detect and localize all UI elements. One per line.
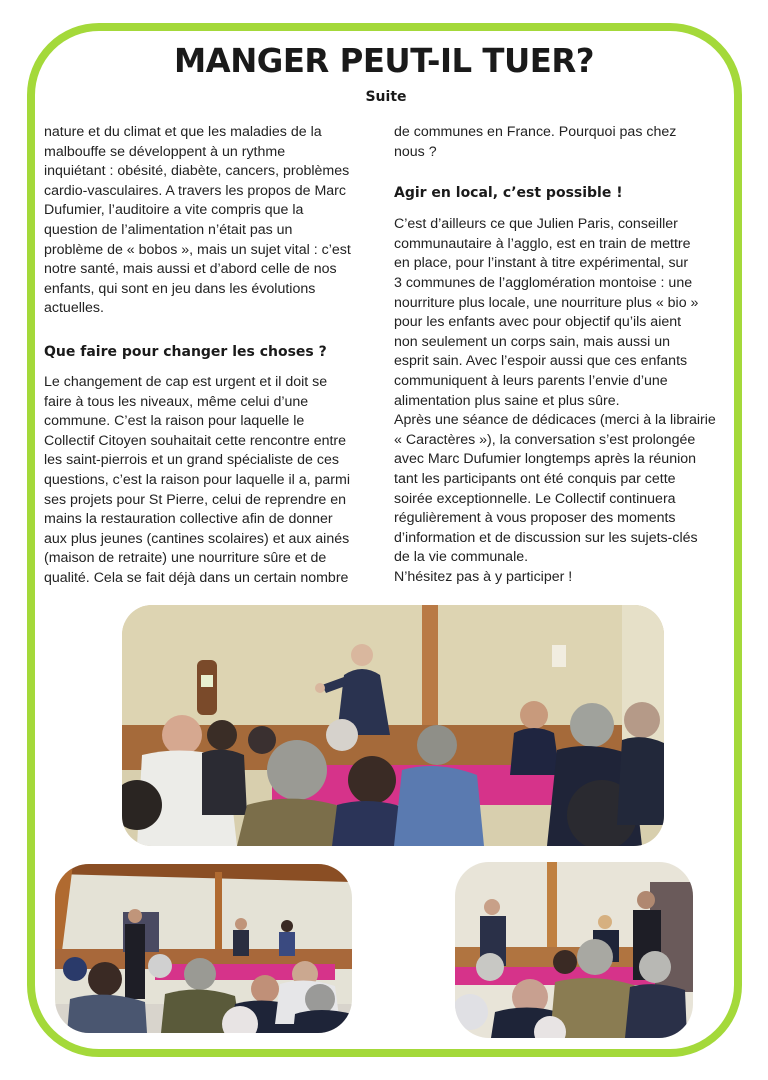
right-intro-paragraph — [394, 123, 734, 162]
text-line: cardio-vasculaires. A travers les propos de Marc — [44, 182, 347, 199]
left-body-paragraph — [44, 373, 374, 589]
right-body-paragraph — [394, 215, 734, 587]
text-line: notre santé, mais aussi et d’abord celle de nos — [44, 261, 337, 278]
text-line: communautaire à l’agglo, est en train de mettre — [394, 235, 691, 252]
text-line: Le changement de cap est urgent et il doit se — [44, 373, 328, 390]
photo-illustration — [122, 605, 664, 846]
text-line: d’information et de discussion sur les sujets-clés — [394, 529, 698, 546]
text-line: enfants, qui sont en jeu dans les évolutions — [44, 280, 316, 297]
text-line: soirée exceptionnelle. Le Collectif continuera — [394, 490, 676, 507]
text-line: « Caractères »), la conversation s’est prolongée — [394, 431, 696, 448]
text-line: en place, pour l’instant à titre expérimental, sur — [394, 255, 689, 272]
text-line: 3 communes de l’agglomération montoise : une — [394, 274, 693, 291]
text-line: faire à tous les niveaux, même celui d’une — [44, 393, 309, 410]
text-line: (maison de retraite) une nourriture sûre et de — [44, 550, 327, 567]
text-line: nature et du climat et que les maladies de la — [44, 124, 322, 140]
right-column — [394, 123, 734, 587]
text-line: alimentation plus saine et plus sûre. — [394, 392, 620, 409]
text-line: malbouffe se développent à un rythme — [44, 143, 286, 160]
text-line: qualité. Cela se fait déjà dans un certain nombre — [44, 569, 349, 586]
left-column — [44, 123, 374, 588]
text-line: non seulement un corps sain, mais aussi un — [394, 333, 671, 350]
text-line: actuelles. — [44, 300, 104, 317]
text-line: Après une séance de dédicaces (merci à la librairie — [394, 412, 716, 429]
photo-illustration — [55, 864, 352, 1033]
text-line: inquiétant : obésité, diabète, cancers, problèmes — [44, 163, 350, 180]
text-line: Collectif Citoyen souhaitait cette rencontre entre — [44, 432, 347, 449]
text-line: Dufumier, l’auditoire a vite compris que la — [44, 202, 304, 219]
text-line: tant les participants ont été conquis par cette — [394, 470, 676, 487]
text-line: aux plus jeunes (cantines scolaires) et aux ainés — [44, 530, 350, 547]
text-line: ses projets pour St Pierre, celui de reprendre en — [44, 491, 347, 508]
photo-hall-audience — [55, 864, 352, 1033]
text-line: de communes en France. Pourquoi pas chez — [394, 124, 677, 140]
text-line: communiquent à leurs parents l’envie d’une — [394, 372, 668, 389]
text-line: nourriture plus locale, une nourriture plus « bio » — [394, 294, 699, 311]
text-line: C’est d’ailleurs ce que Julien Paris, conseiller — [394, 216, 678, 233]
page-subtitle: Suite — [365, 89, 407, 105]
text-line: avec Marc Dufumier longtemps après la réunion — [394, 451, 697, 468]
text-line: les saint-pierrois et un grand spécialiste de ces — [44, 452, 339, 469]
text-line: nous ? — [394, 143, 437, 160]
text-line: pour les enfants avec pour objectif qu’ils aient — [394, 314, 682, 331]
section-heading-agir: Agir en local, c’est possible ! — [394, 185, 623, 202]
text-line: régulièrement à vous proposer des moments — [394, 510, 676, 527]
left-intro-paragraph — [44, 123, 374, 319]
photo-illustration — [455, 862, 693, 1038]
section-heading-changer: Que faire pour changer les choses ? — [44, 343, 327, 360]
text-line: esprit sain. Avec l’espoir aussi que ces enfants — [394, 353, 688, 370]
photo-speaker-audience — [122, 605, 664, 846]
text-line: de la vie communale. — [394, 549, 529, 566]
text-line: mains la restauration collective afin de donner — [44, 511, 333, 528]
text-line: problème de « bobos », mais un sujet vital : c’est — [44, 241, 351, 258]
text-line: commune. C’est la raison pour laquelle le — [44, 413, 305, 430]
text-line: question de l’alimentation n’était pas un — [44, 221, 293, 238]
text-line: questions, c’est la raison pour laquelle il a, parmi — [44, 471, 350, 488]
photo-panel-audience — [455, 862, 693, 1038]
page-title: MANGER PEUT-IL TUER? — [173, 41, 595, 80]
text-line: N’hésitez pas à y participer ! — [394, 568, 573, 585]
